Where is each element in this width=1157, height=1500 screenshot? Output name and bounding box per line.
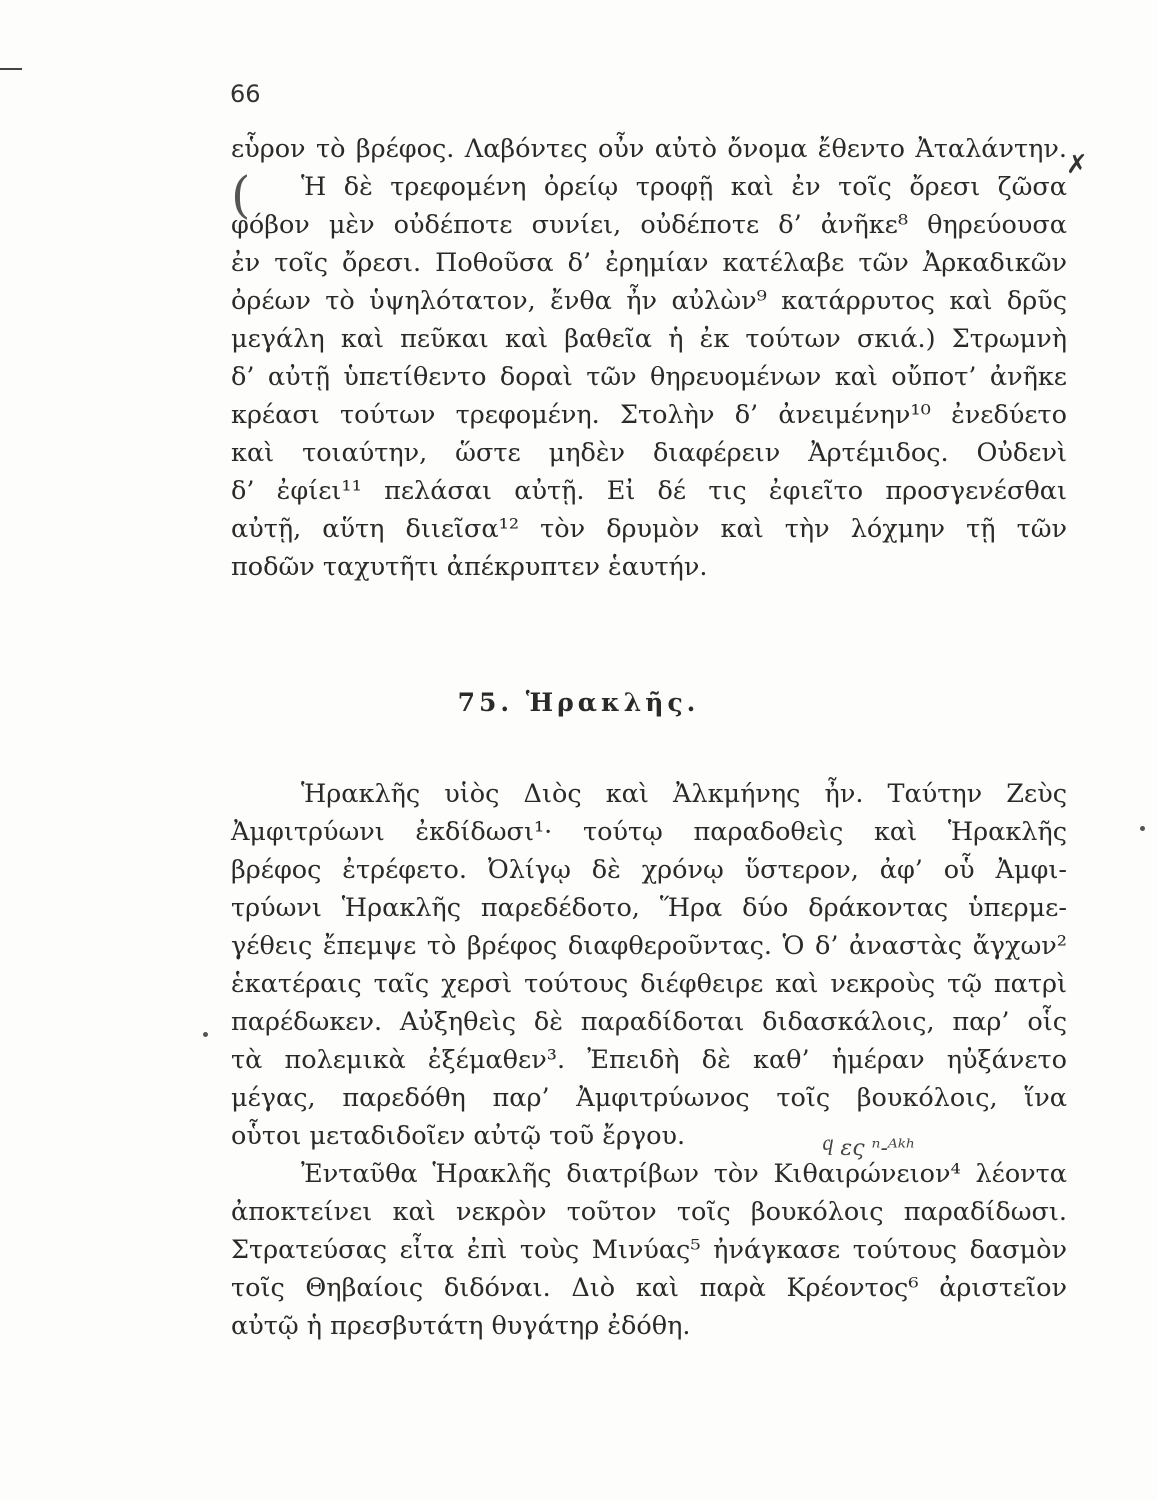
text-line: τὰ πολεμικὰ ἐξέμαθεν³. Ἐπειδὴ δὲ καθ’ ἡμέραν ηὐξάνετο (231, 1045, 1067, 1075)
handwritten-x-mark: ✗ (1066, 150, 1088, 180)
text-line: ὀρέων τὸ ὑψηλότατον, ἔνθα ἦν αὐλὼν⁹ κατάρρυτος καὶ δρῦς (231, 286, 1067, 316)
text-line: κρέασι τούτων τρεφομένη. Στολὴν δ’ ἀνειμένην¹⁰ ἐνεδύετο (231, 400, 1067, 430)
text-line: ἑκατέραις ταῖς χερσὶ τούτους διέφθειρε καὶ νεκροὺς τῷ πατρὶ (231, 969, 1067, 999)
page-number: 66 (230, 80, 261, 108)
margin-tick-mark (0, 68, 22, 70)
paragraph-herakles-birth (231, 775, 1067, 1155)
text-line: Ἡ δὲ τρεφομένη ὀρείῳ τροφῇ καὶ ἐν τοῖς ὄρεσι ζῶσα (301, 172, 1067, 202)
handwritten-margin-note: ϥ ες ⁿ-ᴬᵏʰ (822, 1136, 916, 1161)
paragraph-herakles-lion (231, 1155, 1067, 1345)
text-line: μεγάλη καὶ πεῦκαι καὶ βαθεῖα ἡ ἐκ τούτων σκιά.) Στρωμνὴ (231, 324, 1067, 354)
text-line: ἐν τοῖς ὄρεσι. Ποθοῦσα δ’ ἐρημίαν κατέλαβε τῶν Ἀρκαδικῶν (231, 248, 1067, 278)
text-line: καὶ τοιαύτην, ὥστε μηδὲν διαφέρειν Ἀρτέμιδος. Οὐδενὶ (231, 438, 1067, 468)
margin-dot (203, 1032, 208, 1037)
text-line: φόβον μὲν οὐδέποτε συνίει, οὐδέποτε δ’ ἀνῆκε⁸ θηρεύουσα (231, 210, 1067, 240)
text-line: εὗρον τὸ βρέφος. Λαβόντες οὖν αὐτὸ ὄνομα ἔθεντο Ἀταλάντην. (231, 134, 1067, 164)
text-line: αὐτῷ ἡ πρεσβυτάτη θυγάτηρ ἐδόθη. (231, 1311, 691, 1341)
text-line: βρέφος ἐτρέφετο. Ὀλίγῳ δὲ χρόνῳ ὕστερον, ἀφ’ οὗ Ἀμφι- (231, 855, 1067, 885)
text-line: δ’ αὐτῇ ὑπετίθεντο δοραὶ τῶν θηρευομένων καὶ οὔποτ’ ἀνῆκε (231, 362, 1067, 392)
text-line: γέθεις ἔπεμψε τὸ βρέφος διαφθεροῦντας. Ὁ δ’ ἀναστὰς ἄγχων² (231, 931, 1067, 961)
text-line: Ἐνταῦθα Ἡρακλῆς διατρίβων τὸν Κιθαιρώνειον⁴ λέοντα (301, 1159, 1067, 1189)
text-line: τοῖς Θηβαίοις διδόναι. Διὸ καὶ παρὰ Κρέοντος⁶ ἀριστεῖον (231, 1273, 1067, 1303)
text-line: Στρατεύσας εἶτα ἐπὶ τοὺς Μινύας⁵ ἠνάγκασε τούτους δασμὸν (231, 1235, 1067, 1265)
text-line: οὗτοι μεταδιδοῖεν αὐτῷ τοῦ ἔργου. (231, 1121, 686, 1151)
margin-dot (1140, 826, 1145, 831)
text-line: Ἡρακλῆς υἱὸς Διὸς καὶ Ἀλκμήνης ἦν. Ταύτην Ζεὺς (301, 779, 1067, 809)
text-line: ποδῶν ταχυτῆτι ἀπέκρυπτεν ἑαυτήν. (231, 552, 708, 582)
text-line: δ’ ἐφίει¹¹ πελάσαι αὐτῇ. Εἰ δέ τις ἐφιεῖτο προσγενέσθαι (231, 476, 1067, 506)
text-line: ἀποκτείνει καὶ νεκρὸν τοῦτον τοῖς βουκόλοις παραδίδωσι. (231, 1197, 1067, 1227)
handwritten-bracket-mark: ( (231, 166, 251, 224)
text-line: τρύωνι Ἡρακλῆς παρεδέδοτο, Ἥρα δύο δράκοντας ὑπερμε- (231, 893, 1067, 923)
text-line: παρέδωκεν. Αὐξηθεὶς δὲ παραδίδοται διδασκάλοις, παρ’ οἷς (231, 1007, 1067, 1037)
paragraph-atalanta (231, 130, 1067, 586)
text-line: μέγας, παρεδόθη παρ’ Ἀμφιτρύωνος τοῖς βουκόλοις, ἵνα (231, 1083, 1067, 1113)
text-line: Ἀμφιτρύωνι ἐκδίδωσι¹· τούτῳ παραδοθεὶς καὶ Ἡρακλῆς (231, 817, 1067, 847)
text-line: αὐτῇ, αὕτη διιεῖσα¹² τὸν δρυμὸν καὶ τὴν λόχμην τῇ τῶν (231, 514, 1067, 544)
section-heading: 75. Ἡρακλῆς. (457, 688, 700, 717)
